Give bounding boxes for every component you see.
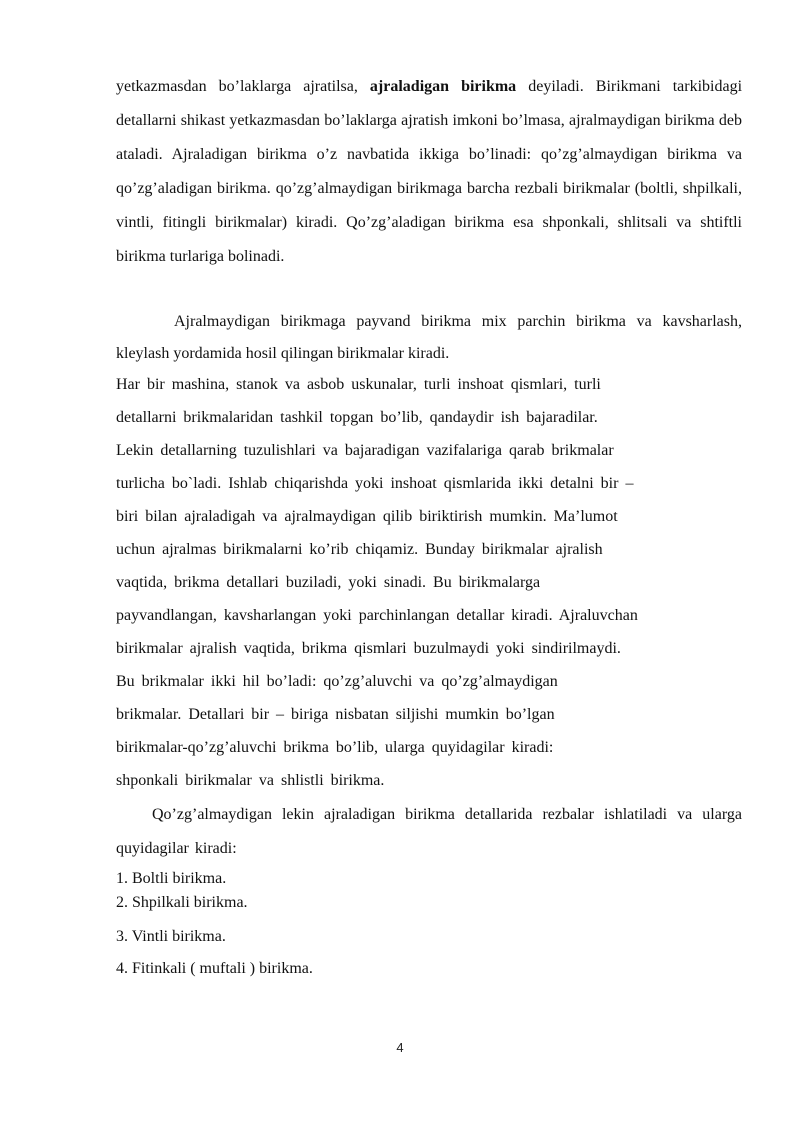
paragraph-intro-rest: deyiladi. Birikmani tarkibidagi detallarni shikast yetkazmasdan bo’laklarga ajratish imkoni bo’lmasa, ajralmaydigan birikma deb ataladi. Ajraladigan birikma o’z navbatida ikkiga bo’linadi: qo’zg’almaydigan birikma va qo’zg’aladigan birikma. qo’zg’almaydigan birikmaga barcha rezbali birikmalar (boltli, shpilkali, vintli, fitingli birikmalar) kiradi. Qo’zg’aladigan birikma esa shponkali, shlitsali va shtiftli birikma turlariga bolinadi. — [116, 78, 743, 265]
text-line: brikmalar. Detallari bir – biriga nisbatan siljishi mumkin bo’lgan — [116, 706, 555, 723]
list-item: 2. Shpilkali birikma. — [116, 894, 248, 911]
text-line: Bu brikmalar ikki hil bo’ladi: qo’zg’aluvchi va qo’zg’almaydigan — [116, 673, 558, 690]
text-line: payvandlangan, kavsharlangan yoki parchinlangan detallar kiradi. Ajraluvchan — [116, 607, 638, 624]
page-number: 4 — [396, 1040, 404, 1055]
text-line: shponkali birikmalar va shlistli birikma. — [116, 772, 385, 789]
paragraph-intro-start: yetkazmasdan bo’laklarga ajratilsa, — [116, 78, 370, 95]
paragraph-ajralmaydigan: Ajralmaydigan birikmaga payvand birikma mix parchin birikma va kavsharlash, kleylash yordamida hosil qilingan birikmalar kiradi. — [116, 313, 742, 362]
text-line: Lekin detallarning tuzulishlari va bajaradigan vazifalariga qarab brikmalar — [116, 442, 614, 459]
paragraph-intro — [116, 70, 742, 274]
text-line: Har bir mashina, stanok va asbob uskunalar, turli inshoat qismlari, turli — [116, 376, 601, 393]
list-item: 4. Fitinkali ( muftali ) birikma. — [116, 960, 313, 977]
list-item: 3. Vintli birikma. — [116, 928, 226, 945]
paragraph-rezbali: Qo’zg’almaydigan lekin ajraladigan birikma detallarida rezbalar ishlatiladi va ularga quyidagilar kiradi: — [116, 806, 742, 857]
text-line: biri bilan ajraladigah va ajralmaydigan qilib biriktirish mumkin. Ma’lumot — [116, 508, 618, 525]
text-line: birikmalar ajralish vaqtida, brikma qismlari buzulmaydi yoki sindirilmaydi. — [116, 640, 621, 657]
text-line: detallarni brikmalaridan tashkil topgan bo’lib, qandaydir ish bajaradilar. — [116, 409, 598, 426]
text-line: turlicha bo`ladi. Ishlab chiqarishda yoki inshoat qismlarida ikki detalni bir – — [116, 475, 634, 492]
text-line: vaqtida, brikma detallari buziladi, yoki sinadi. Bu birikmalarga — [116, 574, 541, 591]
term-ajraladigan-birikma: ajraladigan birikma — [369, 78, 517, 95]
list-item: 1. Boltli birikma. — [116, 870, 227, 887]
text-line: birikmalar-qo’zg’aluvchi brikma bo’lib, ularga quyidagilar kiradi: — [116, 739, 554, 756]
text-line: uchun ajralmas birikmalarni ko’rib chiqamiz. Bunday birikmalar ajralish — [116, 541, 603, 558]
paragraph-mashina-lines — [116, 368, 756, 797]
